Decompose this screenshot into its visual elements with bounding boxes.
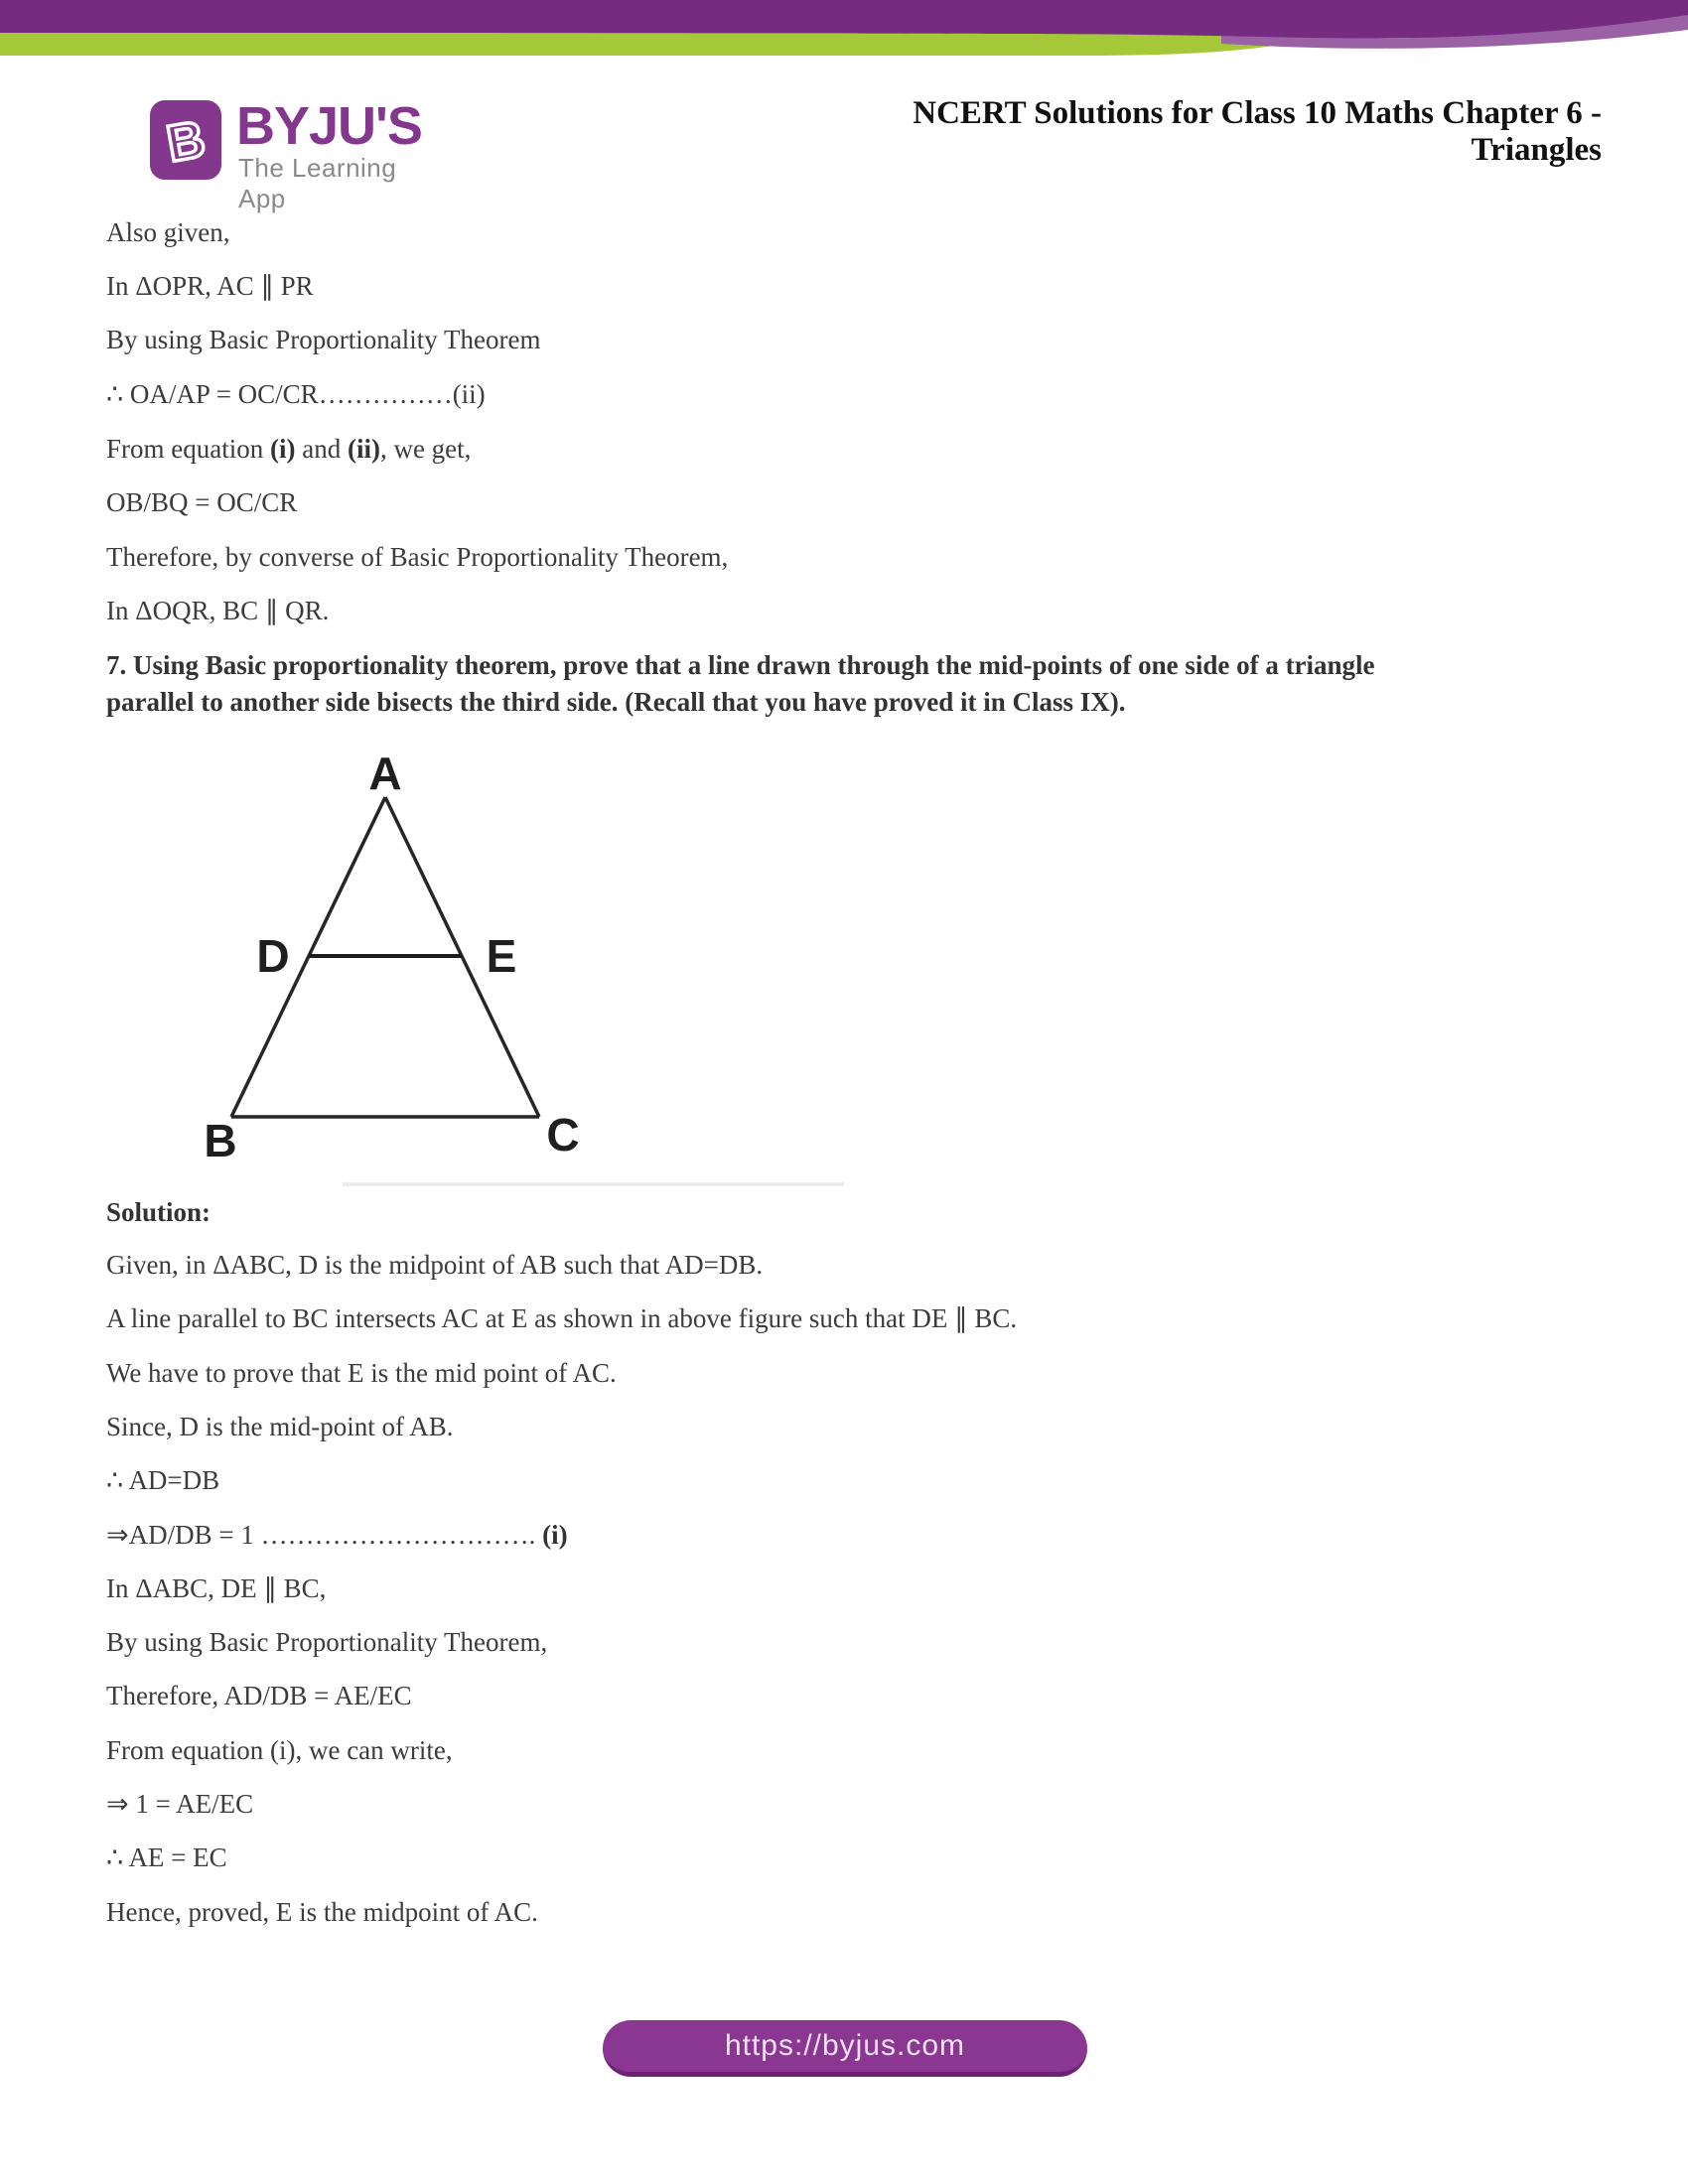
text-line: In ΔOQR, BC ∥ QR. <box>106 596 330 625</box>
point-label-D: D <box>256 930 290 982</box>
text-line: Hence, proved, E is the midpoint of AC. <box>106 1897 538 1927</box>
equation-line: ⇒ 1 = AE/EC <box>106 1789 254 1819</box>
equation-line: ∴ OA/AP = OC/CR……………(ii) <box>106 379 486 409</box>
text-line: In ΔOPR, AC ∥ PR <box>106 271 314 301</box>
page-title <box>847 95 1602 169</box>
page-title-line1: NCERT Solutions for Class 10 Maths Chapter 6 - <box>913 95 1602 131</box>
text-line: By using Basic Proportionality Theorem, <box>106 1627 548 1657</box>
text-line: In ΔABC, DE ∥ BC, <box>106 1573 327 1603</box>
scan-artifact-line <box>343 1182 844 1186</box>
text-line: From equation (i), we can write, <box>106 1735 453 1765</box>
footer-url-button[interactable]: https://byjus.com <box>603 2020 1087 2077</box>
vertex-label-C: C <box>546 1109 580 1160</box>
equation-line: Therefore, AD/DB = AE/EC <box>106 1681 412 1710</box>
point-label-E: E <box>486 930 517 982</box>
text-line: From equation (i) and (ii), we get, <box>106 434 472 464</box>
logo-tagline: The Learning App <box>238 153 397 213</box>
logo-wordmark: BYJU'S <box>236 96 422 156</box>
text-line: Since, D is the mid-point of AB. <box>106 1412 454 1441</box>
text-line: By using Basic Proportionality Theorem <box>106 325 541 354</box>
vertex-label-B: B <box>204 1115 237 1166</box>
byjus-logo-icon <box>149 99 222 181</box>
text-line: Also given, <box>106 217 230 247</box>
equation-line: OB/BQ = OC/CR <box>106 487 298 517</box>
question-7-line2: parallel to another side bisects the third side. (Recall that you have proved it in Class IX). <box>106 687 1126 717</box>
text-line: We have to prove that E is the mid point of AC. <box>106 1358 617 1388</box>
equation-line: ∴ AD=DB <box>106 1465 220 1495</box>
solution-heading: Solution: <box>106 1197 211 1227</box>
logo-b-glyph: B <box>162 110 210 174</box>
page-title-line2: Triangles <box>1471 132 1602 168</box>
question-7 <box>106 647 1601 721</box>
vertex-label-A: A <box>368 748 402 799</box>
purple-band-shape <box>0 0 1688 38</box>
equation-line: ∴ AE = EC <box>106 1843 227 1872</box>
text-line: Therefore, by converse of Basic Proportionality Theorem, <box>106 542 729 572</box>
equation-line: ⇒AD/DB = 1 …………………………. (i) <box>106 1520 568 1550</box>
question-7-line1: 7. Using Basic proportionality theorem, prove that a line drawn through the mid-points of one side of a triangle <box>106 650 1375 680</box>
triangle-figure <box>109 730 606 1181</box>
text-line: Given, in ΔABC, D is the midpoint of AB such that AD=DB. <box>106 1250 764 1280</box>
text-line: A line parallel to BC intersects AC at E as shown in above figure such that DE ∥ BC. <box>106 1303 1018 1333</box>
byjus-logo <box>149 96 447 213</box>
